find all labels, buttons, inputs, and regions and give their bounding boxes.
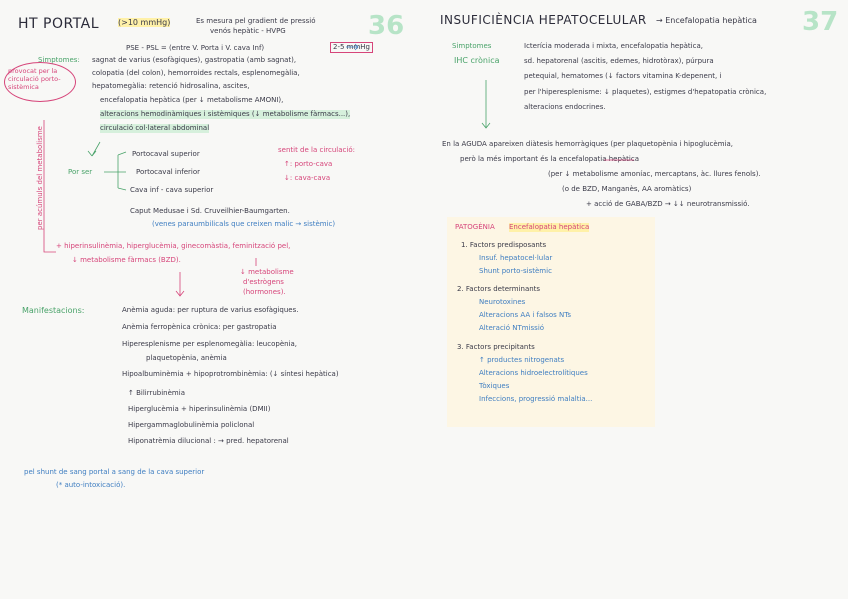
- caput-line: Caput Medusae i Sd. Cruveilhier-Baumgarten.: [130, 207, 290, 215]
- manif-item: ↑ Bilirrubinèmia: [128, 389, 185, 397]
- branch-item: Portocaval superior: [132, 150, 200, 158]
- aguda-line: però la més important és la encefalopatia hepàtica: [460, 155, 640, 163]
- aguda-line: + acció de GABA/BZD → ↓↓ neurotransmissió.: [586, 200, 750, 208]
- sentit-title: sentit de la circulació:: [278, 146, 355, 154]
- branch-item: Portocaval inferior: [136, 168, 201, 176]
- group-item: Infeccions, progressió malaltia...: [479, 395, 593, 403]
- manif-item: Hiponatrèmia dilucional : → pred. hepatorenal: [128, 437, 289, 445]
- pressure-threshold: (>10 mmHg): [118, 18, 171, 27]
- footer-line: pel shunt de sang portal a sang de la cava superior: [24, 468, 205, 476]
- endocrine-line: + hiperinsulinèmia, hiperglucèmia, ginecomàstia, feminització pel,: [56, 242, 291, 250]
- sentit-item: ↑: porto-cava: [284, 160, 333, 168]
- manif-item: Anèmia ferropènica crònica: per gastropatia: [122, 323, 277, 331]
- symptom-highlight: circulació col·lateral abdominal: [100, 124, 210, 132]
- manif-item: Hipergammaglobulinèmia policlonal: [128, 421, 255, 429]
- symptom-line: hepatomegàlia: retenció hidrosalina, ascites,: [92, 82, 250, 90]
- footer-line: (* auto-intoxicació).: [56, 481, 126, 489]
- symptom-line: petequial, hematomes (↓ factors vitamina K-depenent, i: [524, 72, 722, 80]
- estrogens-note: d'estrògens: [243, 278, 284, 286]
- aguda-line: (o de BZD, Manganès, AA aromàtics): [562, 185, 692, 193]
- group-heading: 3. Factors precipitants: [457, 343, 535, 351]
- vertical-note: per acúmuls del metabolisme: [36, 126, 44, 230]
- estrogens-note: ↓ metabolisme: [240, 268, 294, 276]
- sintomes-label: Simptomes: [452, 42, 492, 50]
- group-item: ↑ productes nitrogenats: [479, 356, 565, 364]
- aguda-line: (per ↓ metabolisme amoníac, mercaptans, àc. llures fenols).: [548, 170, 761, 178]
- page-title: INSUFICIÈNCIA HEPATOCELULAR: [440, 13, 647, 27]
- symptom-line: Icterícia moderada i mixta, encefalopatia hepàtica,: [524, 42, 703, 50]
- manif-item: Anèmia aguda: per ruptura de varius esofàgiques.: [122, 306, 299, 314]
- sintomes-label: Simptomes:: [38, 56, 80, 64]
- page-title: HT PORTAL: [18, 16, 100, 32]
- group-item: Alteracions AA i falsos NTs: [479, 311, 572, 319]
- group-item: Alteracions hidroelectrolítiques: [479, 369, 588, 377]
- patogenia-panel: [447, 217, 655, 427]
- symptom-line: alteracions endocrines.: [524, 103, 606, 111]
- symptom-line: sd. hepatorenal (ascitis, edemes, hidrotòrax), púrpura: [524, 57, 714, 65]
- group-item: Alteració NTmissió: [479, 324, 545, 332]
- pse-result: 2-5 mmHg: [330, 42, 373, 53]
- branch-item: Cava inf - cava superior: [130, 186, 214, 194]
- margin-note: provocat per la circulació porto-sistèmica: [8, 67, 61, 91]
- pse-formula: PSE - PSL = (entre V. Porta i V. cava Inf): [126, 44, 265, 52]
- symptom-line: per l'hiperesplenisme: ↓ plaquetes), estigmes d'hepatopatia crònica,: [524, 88, 767, 96]
- title-suffix: → Encefalopatia hepàtica: [656, 16, 757, 25]
- symptom-line: sagnat de varius (esofàgiques), gastropatia (amb sagnat),: [92, 56, 297, 64]
- ihc-label: IHC crònica: [454, 56, 500, 65]
- group-item: Tòxiques: [479, 382, 510, 390]
- group-item: Insuf. hepatocel·lular: [479, 254, 553, 262]
- definition-line-2: venós hepàtic - HVPG: [210, 27, 286, 35]
- caput-sub: (venes paraumbilicals que creixen malic → sistèmic): [152, 220, 336, 228]
- group-heading: 2. Factors determinants: [457, 285, 541, 293]
- page-number: 37: [802, 7, 839, 37]
- symptom-line: encefalopatia hepàtica (per ↓ metabolisme AMONI),: [100, 96, 284, 104]
- panel-title-b: Encefalopatia hepàtica: [509, 223, 590, 231]
- manif-item: plaquetopènia, anèmia: [146, 354, 227, 362]
- symptom-line: alteracions hemodinàmiques i sistèmiques (↓ metabolisme fàrmacs...),: [100, 110, 351, 118]
- porter-label: Por ser: [68, 168, 93, 176]
- aguda-line: En la AGUDA apareixen diàtesis hemorràgiques (per plaquetopènia i hipoglucèmia,: [442, 140, 733, 148]
- manif-item: Hiperesplenisme per esplenomegàlia: leucopènia,: [122, 340, 298, 348]
- manif-item: Hipoalbuminèmia + hipoprotrombinèmia: (↓ síntesi hepàtica): [122, 370, 339, 378]
- definition-line-1: Es mesura pel gradient de pressió: [196, 17, 316, 25]
- group-item: Shunt porto-sistèmic: [479, 267, 552, 275]
- group-heading: 1. Factors predisposants: [461, 241, 547, 249]
- estrogens-note: (hormones).: [243, 288, 286, 296]
- symptom-line: colopatia (del colon), hemorroides rectals, esplenomegàlia,: [92, 69, 300, 77]
- group-item: Neurotoxines: [479, 298, 526, 306]
- sentit-item: ↓: cava-cava: [284, 174, 331, 182]
- manif-label: Manifestacions:: [22, 306, 85, 315]
- page-number: 36: [368, 11, 405, 41]
- manif-item: Hiperglucèmia + hiperinsulinèmia (DMII): [128, 405, 271, 413]
- panel-title-a: PATOGÈNIA: [455, 223, 495, 231]
- endocrine-line: ↓ metabolisme fàrmacs (BZD).: [72, 256, 181, 264]
